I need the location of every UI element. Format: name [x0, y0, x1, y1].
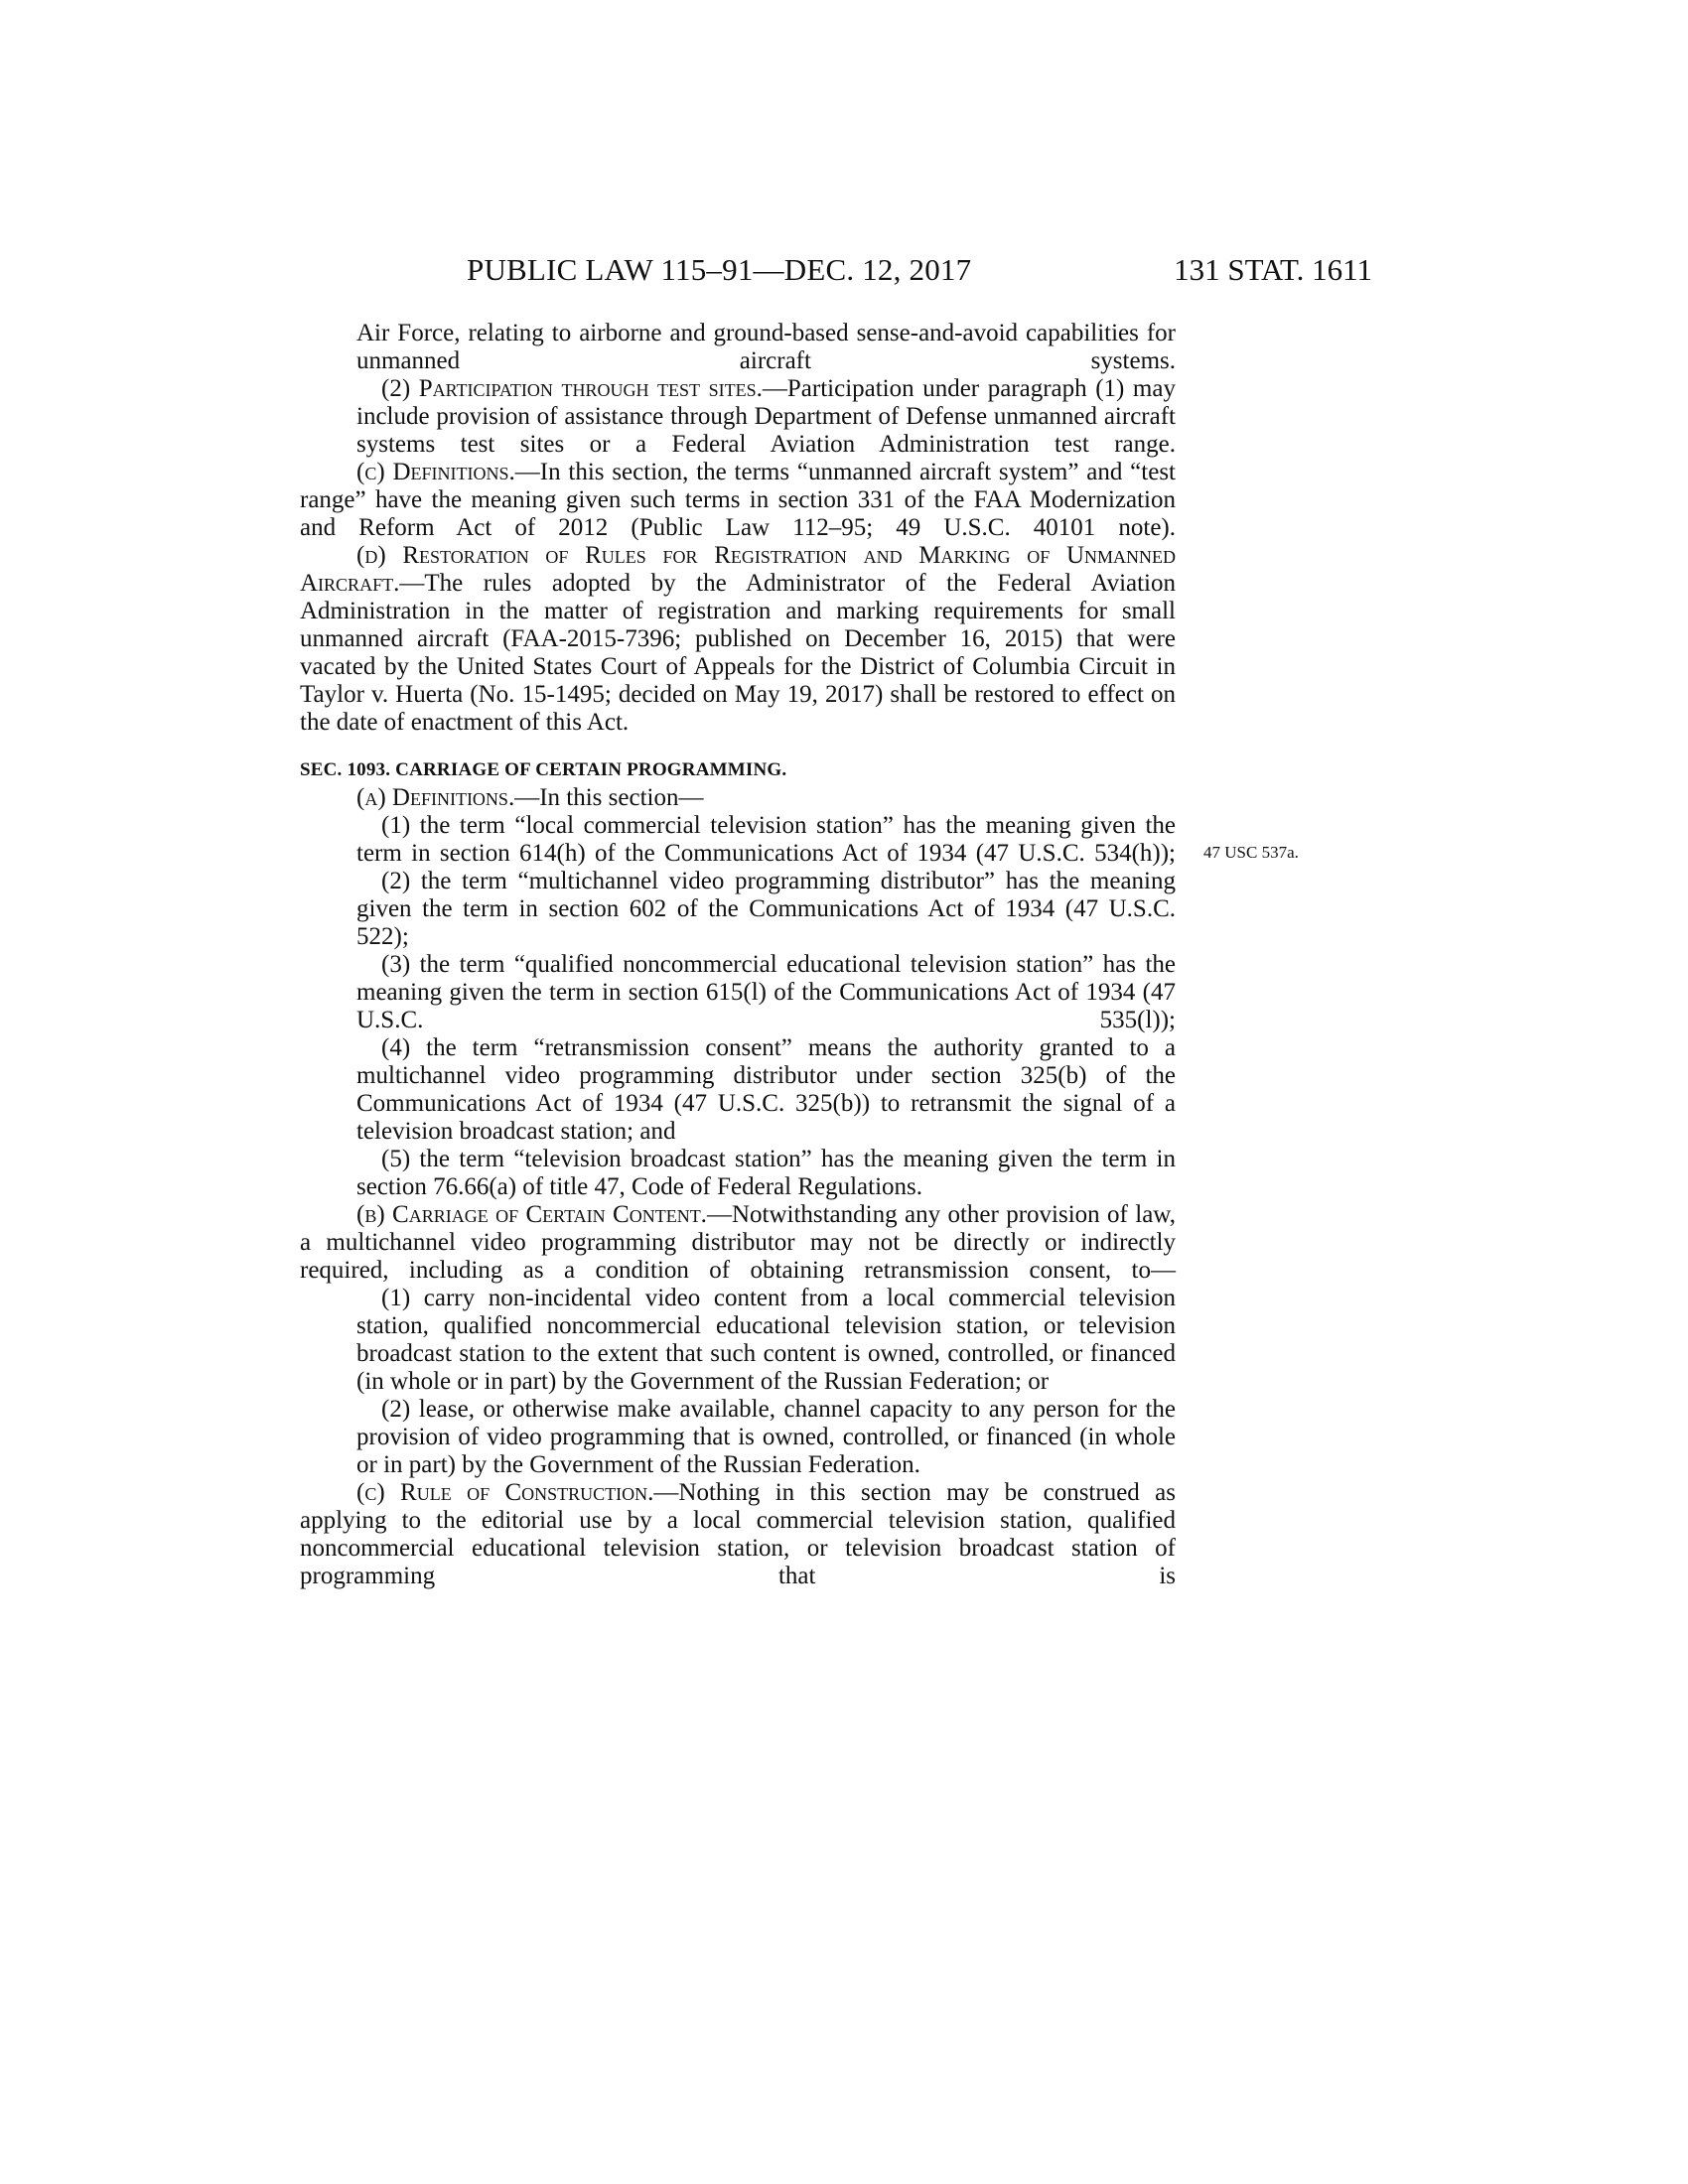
- definition-item-5: (5) the term “television broadcast station” has the meaning given the term in section 76.66(a) of title 47, Code of Federal Regulations.: [356, 1146, 1176, 1200]
- subsection-c: [300, 1479, 1176, 1590]
- carriage-item-1: (1) carry non-incidental video content from a local commercial television station, qualified noncommercial educational television station, or television broadcast station to the extent that such content is owned, controlled, or financed (in whole or in part) by the Government of the Russian Federation; or: [356, 1285, 1176, 1395]
- subsection-text: —Notwithstanding any other provision of law, a multichannel video programming distributor may not be directly or indirectly required, including as a condition of obtaining retransmission consent, to—: [300, 1201, 1176, 1284]
- paragraph-text: —Participation under paragraph (1) may include provision of assistance through Department of Defense unmanned aircraft systems test sites or a Federal Aviation Administration test range.: [356, 375, 1176, 458]
- paragraph-lead: (2) Participation through test sites.: [381, 375, 763, 402]
- subsection-lead: (c) Rule of Construction.: [356, 1479, 654, 1506]
- definition-item-4: (4) the term “retransmission consent” means the authority granted to a multichannel video programming distributor under section 325(b) of the Communications Act of 1934 (47 U.S.C. 325(b)) to retransmit the signal of a television broadcast station; and: [356, 1034, 1176, 1145]
- paragraph-definitions-c: [300, 459, 1176, 542]
- paragraph-lead: (c) Definitions.: [356, 459, 515, 485]
- subsection-lead: (a) Definitions.: [356, 784, 515, 811]
- subsection-text: —In this section—: [514, 784, 704, 811]
- carriage-item-2: (2) lease, or otherwise make available, channel capacity to any person for the provision of video programming that is owned, controlled, or financed (in whole or in part) by the Government of the Russian Federation.: [356, 1396, 1176, 1478]
- paragraph-participation: [300, 375, 1176, 459]
- section-spacer: [300, 737, 1176, 756]
- paragraph-continuation: [300, 320, 1176, 375]
- page-header: [467, 248, 1372, 292]
- subsection-lead: (b) Carriage of Certain Content.: [356, 1201, 707, 1228]
- paragraph-text: —The rules adopted by the Administrator of the Federal Aviation Administration in the matter of registration and marking requirements for small unmanned aircraft (FAA-2015-7396; published on December 16, 2015) that were vacated by the United States Court of Appeals for the District of Columbia Circuit in Taylor v. Huerta (No. 15-1495; decided on May 19, 2017) shall be restored to effect on the date of enactment of this Act.: [300, 570, 1176, 736]
- subsection-text: —Nothing in this section may be construed as applying to the editorial use by a local commercial television station, qualified noncommercial educational television station, or television broadcast station of programming that is: [300, 1479, 1176, 1589]
- paragraph-restoration: [300, 542, 1176, 737]
- definition-item-2: (2) the term “multichannel video programming distributor” has the meaning given the term in section 602 of the Communications Act of 1934 (47 U.S.C. 522);: [356, 868, 1176, 950]
- margin-note-citation: 47 USC 537a.: [1203, 843, 1299, 862]
- document-body: [300, 320, 1176, 1590]
- paragraph-text: —In this section, the terms “unmanned aircraft system” and “test range” have the meaning given such terms in section 331 of the FAA Modernization and Reform Act of 2012 (Public Law 112–95; 49 U.S.C. 40101 note).: [300, 459, 1176, 541]
- running-head-title: PUBLIC LAW 115–91—DEC. 12, 2017: [467, 252, 972, 287]
- paragraph-text: Air Force, relating to airborne and ground-based sense-and-avoid capabilities for unmanned aircraft systems.: [356, 320, 1176, 374]
- definition-item-1: (1) the term “local commercial television station” has the meaning given the term in section 614(h) of the Communications Act of 1934 (47 U.S.C. 534(h));: [356, 812, 1176, 867]
- section-heading: SEC. 1093. CARRIAGE OF CERTAIN PROGRAMMING.: [300, 759, 787, 780]
- paragraph-lead: (d) Restoration of Rules for Registration and Marking of Unmanned Aircraft.: [300, 542, 1176, 597]
- page-stat-citation: 131 STAT. 1611: [1174, 252, 1372, 287]
- subsection-a: [300, 784, 1176, 812]
- definition-item-3: (3) the term “qualified noncommercial educational television station” has the meaning given the term in section 615(l) of the Communications Act of 1934 (47 U.S.C. 535(l));: [356, 951, 1176, 1033]
- subsection-b: [300, 1201, 1176, 1285]
